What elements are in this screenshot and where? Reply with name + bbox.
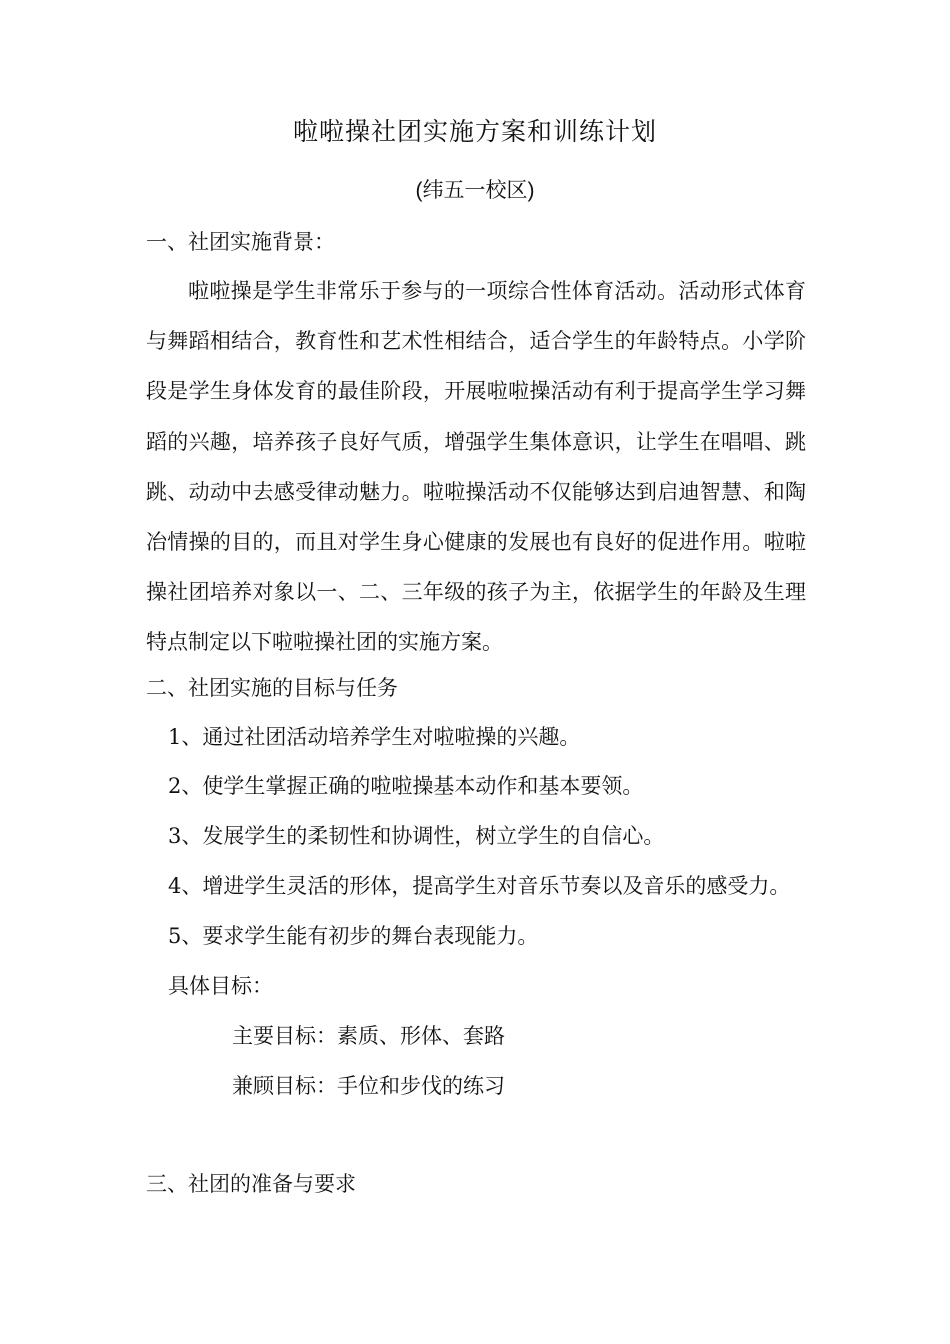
goal-item-4: 4、增进学生灵活的形体，提高学生对音乐节奏以及音乐的感受力。 [168,874,791,898]
section-2-heading: 二、社团实施的目标与任务 [146,676,398,700]
specific-goals-label: 具体目标： [168,974,273,998]
goal-item-1: 1、通过社团活动培养学生对啦啦操的兴趣。 [168,725,581,749]
secondary-goal: 兼顾目标：手位和步伐的练习 [232,1074,505,1098]
goal-item-2: 2、使学生掌握正确的啦啦操基本动作和基本要领。 [168,774,644,798]
goal-item-5: 5、要求学生能有初步的舞台表现能力。 [168,924,539,948]
document-subtitle: (纬五一校区) [415,179,535,202]
section-1-paragraph: 啦啦操是学生非常乐于参与的一项综合性体育活动。活动形式体育与舞蹈相结合，教育性和艺术性相结合，适合学生的年龄特点。小学阶段是学生身体发育的最佳阶段，开展啦啦操活动有利于提高学生学习舞蹈的兴趣，培养孩子良好气质，增强学生集体意识，让学生在唱唱、跳跳、动动中去感受律动魅力。啦啦操活动不仅能够达到启迪智慧、和陶冶情操的目的，而且对学生身心健康的发展也有良好的促进作用。啦啦操社团培养对象以一、二、三年级的孩子为主，依据学生的年龄及生理特点制定以下啦啦操社团的实施方案。 [146,279,806,655]
section-3-heading: 三、社团的准备与要求 [146,1172,356,1196]
section-1-heading: 一、社团实施背景： [146,230,335,254]
main-goal: 主要目标：素质、形体、套路 [232,1024,505,1048]
goal-item-3: 3、发展学生的柔韧性和协调性，树立学生的自信心。 [168,824,665,848]
document-title: 啦啦操社团实施方案和训练计划 [292,117,657,146]
